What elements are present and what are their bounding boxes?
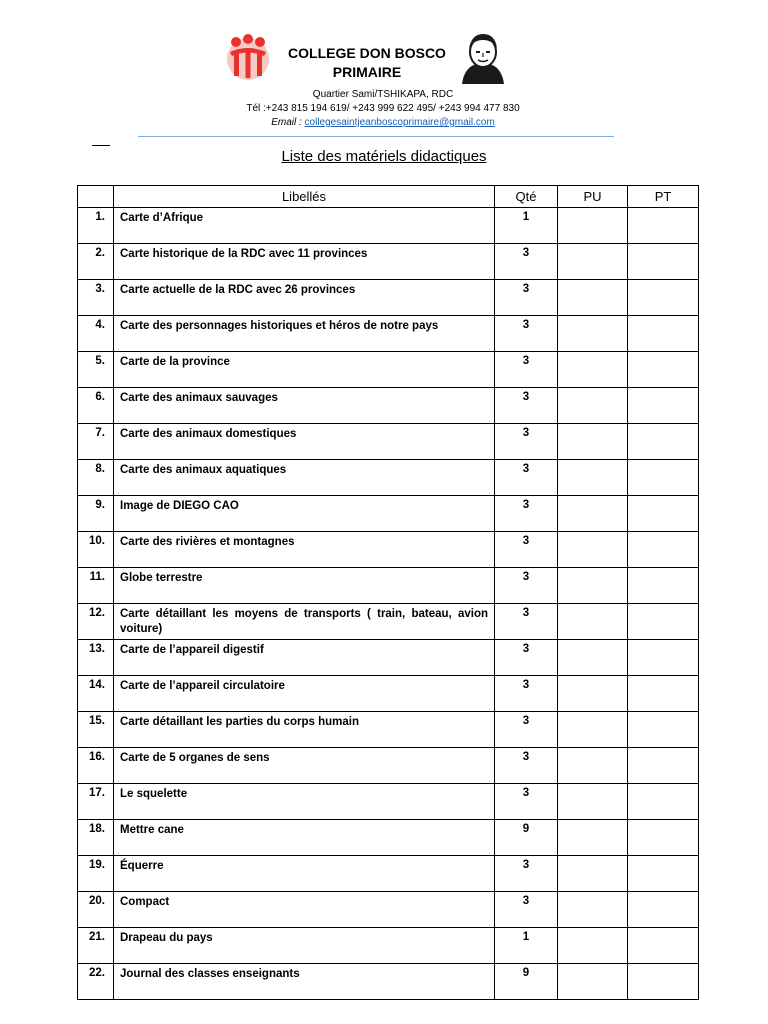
row-pu: [558, 568, 628, 604]
address-line: Quartier Sami/TSHIKAPA, RDC: [312, 89, 454, 100]
header-pu: PU: [558, 186, 628, 208]
margin-dash: [92, 145, 110, 146]
document-title: Liste des matériels didactiques: [281, 148, 487, 165]
row-qty: 3: [495, 388, 558, 424]
row-number: 18.: [78, 820, 114, 856]
row-pt: [628, 532, 699, 568]
table-row: [78, 784, 699, 820]
row-number: 10.: [78, 532, 114, 568]
row-pu: [558, 928, 628, 964]
row-qty: 3: [495, 712, 558, 748]
row-label: Équerre: [114, 856, 495, 892]
row-label: Carte détaillant les parties du corps humain: [114, 712, 495, 748]
row-pu: [558, 424, 628, 460]
phone-line: Tél :+243 815 194 619/ +243 999 622 495/ +243 994 477 830: [246, 103, 520, 114]
table-row: [78, 748, 699, 784]
table-row: [78, 424, 699, 460]
table-row: [78, 280, 699, 316]
materials-table: [77, 185, 699, 1000]
row-qty: 3: [495, 244, 558, 280]
row-pu: [558, 640, 628, 676]
table-row: [78, 352, 699, 388]
row-pt: [628, 820, 699, 856]
row-qty: 9: [495, 820, 558, 856]
row-number: 11.: [78, 568, 114, 604]
row-pt: [628, 208, 699, 244]
row-pt: [628, 352, 699, 388]
school-name-line1: COLLEGE DON BOSCO: [288, 45, 446, 61]
row-qty: 3: [495, 604, 558, 640]
table-row: [78, 532, 699, 568]
row-number: 3.: [78, 280, 114, 316]
table-header-row: [78, 186, 699, 208]
table-row: [78, 640, 699, 676]
email-link[interactable]: collegesaintjeanboscoprimaire@gmail.com: [304, 117, 495, 128]
row-qty: 3: [495, 316, 558, 352]
row-label: Carte des animaux domestiques: [114, 424, 495, 460]
row-label: Journal des classes enseignants: [114, 964, 495, 1000]
row-number: 5.: [78, 352, 114, 388]
row-number: 22.: [78, 964, 114, 1000]
row-label: Drapeau du pays: [114, 928, 495, 964]
row-number: 17.: [78, 784, 114, 820]
row-pu: [558, 712, 628, 748]
row-number: 8.: [78, 460, 114, 496]
header-num: [78, 186, 114, 208]
table-row: [78, 892, 699, 928]
row-label: Carte d’Afrique: [114, 208, 495, 244]
table-row: [78, 964, 699, 1000]
row-pt: [628, 712, 699, 748]
table-row: [78, 208, 699, 244]
row-number: 16.: [78, 748, 114, 784]
row-qty: 3: [495, 748, 558, 784]
row-label: Carte actuelle de la RDC avec 26 provinces: [114, 280, 495, 316]
table-row: [78, 388, 699, 424]
row-qty: 3: [495, 280, 558, 316]
row-label: Image de DIEGO CAO: [114, 496, 495, 532]
table-row: [78, 316, 699, 352]
row-pu: [558, 676, 628, 712]
row-pt: [628, 388, 699, 424]
header-rule: [138, 136, 614, 137]
row-pt: [628, 928, 699, 964]
row-pt: [628, 424, 699, 460]
row-pu: [558, 352, 628, 388]
row-label: Globe terrestre: [114, 568, 495, 604]
row-pt: [628, 640, 699, 676]
row-qty: 3: [495, 892, 558, 928]
school-name: [280, 44, 454, 82]
row-pu: [558, 208, 628, 244]
school-name-line2: PRIMAIRE: [332, 64, 402, 80]
row-label: Carte de l’appareil circulatoire: [114, 676, 495, 712]
row-pu: [558, 280, 628, 316]
row-pu: [558, 964, 628, 1000]
row-pt: [628, 892, 699, 928]
row-label: Carte détaillant les moyens de transports ( train, bateau, avion voiture): [114, 604, 495, 640]
row-number: 14.: [78, 676, 114, 712]
row-label: Carte de la province: [114, 352, 495, 388]
row-qty: 3: [495, 460, 558, 496]
row-pu: [558, 820, 628, 856]
row-pt: [628, 748, 699, 784]
row-label: Carte des personnages historiques et héros de notre pays: [114, 316, 495, 352]
row-qty: 3: [495, 424, 558, 460]
row-pt: [628, 280, 699, 316]
row-qty: 3: [495, 532, 558, 568]
row-pu: [558, 496, 628, 532]
row-qty: 3: [495, 676, 558, 712]
row-number: 12.: [78, 604, 114, 640]
row-pt: [628, 496, 699, 532]
row-qty: 1: [495, 208, 558, 244]
row-label: Carte des animaux sauvages: [114, 388, 495, 424]
row-pu: [558, 316, 628, 352]
row-pu: [558, 748, 628, 784]
row-qty: 3: [495, 856, 558, 892]
row-number: 4.: [78, 316, 114, 352]
row-number: 19.: [78, 856, 114, 892]
row-label: Carte historique de la RDC avec 11 provinces: [114, 244, 495, 280]
row-pt: [628, 460, 699, 496]
table-row: [78, 496, 699, 532]
row-qty: 3: [495, 784, 558, 820]
row-number: 15.: [78, 712, 114, 748]
row-number: 20.: [78, 892, 114, 928]
row-pu: [558, 388, 628, 424]
row-number: 21.: [78, 928, 114, 964]
table-body: [78, 208, 699, 1000]
row-number: 13.: [78, 640, 114, 676]
row-pt: [628, 856, 699, 892]
row-pu: [558, 784, 628, 820]
row-number: 2.: [78, 244, 114, 280]
header-label: Libellés: [114, 186, 495, 208]
table-row: [78, 856, 699, 892]
row-label: Carte des animaux aquatiques: [114, 460, 495, 496]
table-row: [78, 820, 699, 856]
email-label: Email :: [271, 117, 302, 128]
row-qty: 9: [495, 964, 558, 1000]
table-row: [78, 676, 699, 712]
row-label: Carte de 5 organes de sens: [114, 748, 495, 784]
row-pt: [628, 784, 699, 820]
row-pu: [558, 532, 628, 568]
row-label: Le squelette: [114, 784, 495, 820]
row-label: Mettre cane: [114, 820, 495, 856]
row-number: 9.: [78, 496, 114, 532]
row-qty: 3: [495, 496, 558, 532]
row-pt: [628, 964, 699, 1000]
row-pu: [558, 460, 628, 496]
table-row: [78, 712, 699, 748]
row-qty: 3: [495, 352, 558, 388]
header-qty: Qté: [495, 186, 558, 208]
table-row: [78, 604, 699, 640]
row-label: Carte des rivières et montagnes: [114, 532, 495, 568]
row-pt: [628, 244, 699, 280]
row-pt: [628, 676, 699, 712]
table-row: [78, 928, 699, 964]
row-pu: [558, 856, 628, 892]
row-pu: [558, 604, 628, 640]
row-qty: 3: [495, 568, 558, 604]
row-qty: 3: [495, 640, 558, 676]
table-row: [78, 460, 699, 496]
row-pt: [628, 604, 699, 640]
row-pu: [558, 244, 628, 280]
school-logo: [224, 32, 272, 82]
contact-block: [140, 88, 626, 130]
table-row: [78, 568, 699, 604]
header-pt: PT: [628, 186, 699, 208]
email-line: [140, 116, 626, 130]
portrait-image: [458, 30, 508, 84]
row-label: Carte de l’appareil digestif: [114, 640, 495, 676]
row-pt: [628, 316, 699, 352]
row-qty: 1: [495, 928, 558, 964]
row-pt: [628, 568, 699, 604]
table-row: [78, 244, 699, 280]
row-pu: [558, 892, 628, 928]
row-number: 1.: [78, 208, 114, 244]
row-label: Compact: [114, 892, 495, 928]
row-number: 6.: [78, 388, 114, 424]
row-number: 7.: [78, 424, 114, 460]
